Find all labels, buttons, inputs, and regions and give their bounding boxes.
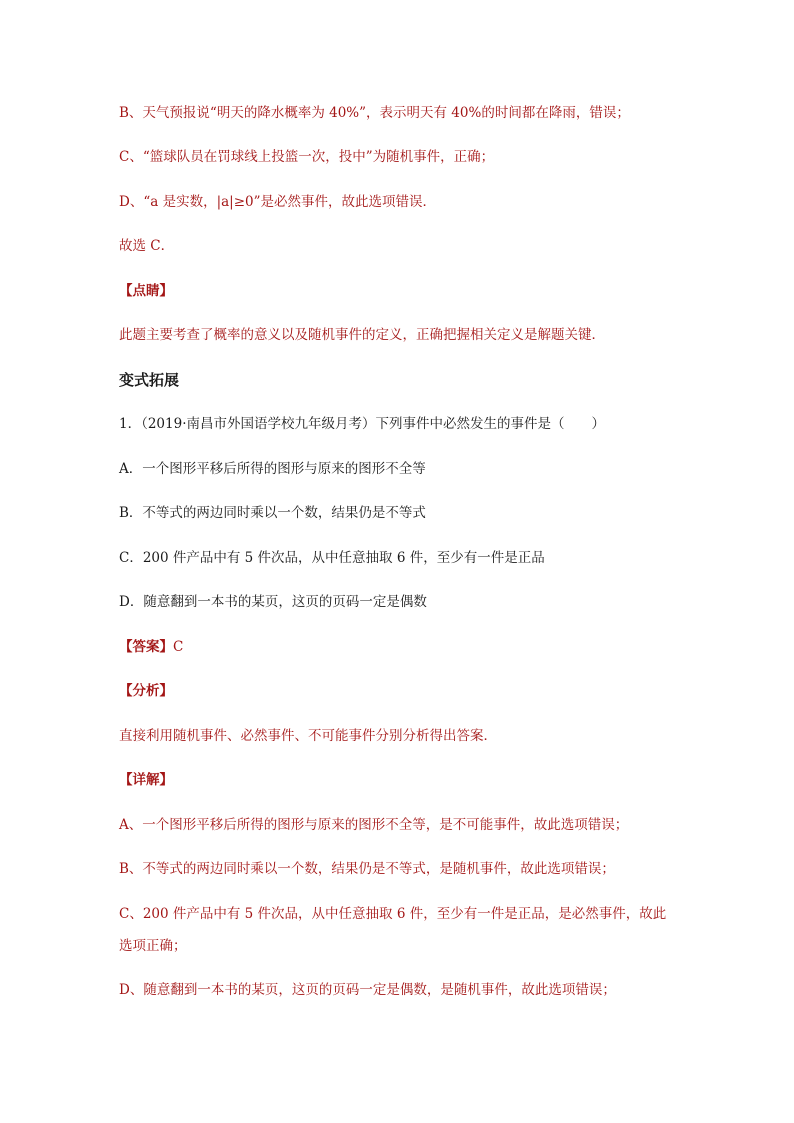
detail-d: D、随意翻到一本书的某页，这页的页码一定是偶数，是随机事件，故此选项错误； [119,982,616,998]
prev-conclusion: 故选 C． [119,238,175,254]
prev-analysis-b: B、天气预报说“明天的降水概率为 40%”，表示明天有 40%的时间都在降雨，错误； [119,105,630,121]
question-option-a: A．一个图形平移后所得的图形与原来的图形不全等 [119,461,426,477]
detail-a: A、一个图形平移后所得的图形与原来的图形不全等，是不可能事件，故此选项错误； [119,817,629,833]
question-option-d: D．随意翻到一本书的某页，这页的页码一定是偶数 [119,594,427,610]
detail-label: 【详解】 [119,772,173,788]
question-stem: 1．（2019·南昌市外国语学校九年级月考）下列事件中必然发生的事件是（ ） [119,416,605,432]
answer-value: C [173,639,184,655]
question-option-c: C．200 件产品中有 5 件次品，从中任意抽取 6 件，至少有一件是正品 [119,550,545,566]
answer-label: 【答案】 [119,639,173,655]
question-option-b: B．不等式的两边同时乘以一个数，结果仍是不等式 [119,505,426,521]
comment-label: 【点睛】 [119,283,173,299]
section-title: 变式拓展 [119,371,180,389]
analysis-label: 【分析】 [119,683,173,699]
comment-text: 此题主要考查了概率的意义以及随机事件的定义，正确把握相关定义是解题关键． [119,327,605,343]
detail-b: B、不等式的两边同时乘以一个数，结果仍是不等式，是随机事件，故此选项错误； [119,861,615,877]
analysis-text: 直接利用随机事件、必然事件、不可能事件分别分析得出答案． [119,728,497,744]
answer-line [119,638,183,656]
detail-c-line1: C、200 件产品中有 5 件次品，从中任意抽取 6 件，至少有一件是正品，是必然事件，故此 [119,906,667,922]
prev-analysis-c: C、“篮球队员在罚球线上投篮一次，投中”为随机事件，正确； [119,149,495,165]
detail-c-line2: 选项正确； [119,938,187,954]
prev-analysis-d: D、“a 是实数，|a|≥0”是必然事件，故此选项错误． [119,194,437,210]
